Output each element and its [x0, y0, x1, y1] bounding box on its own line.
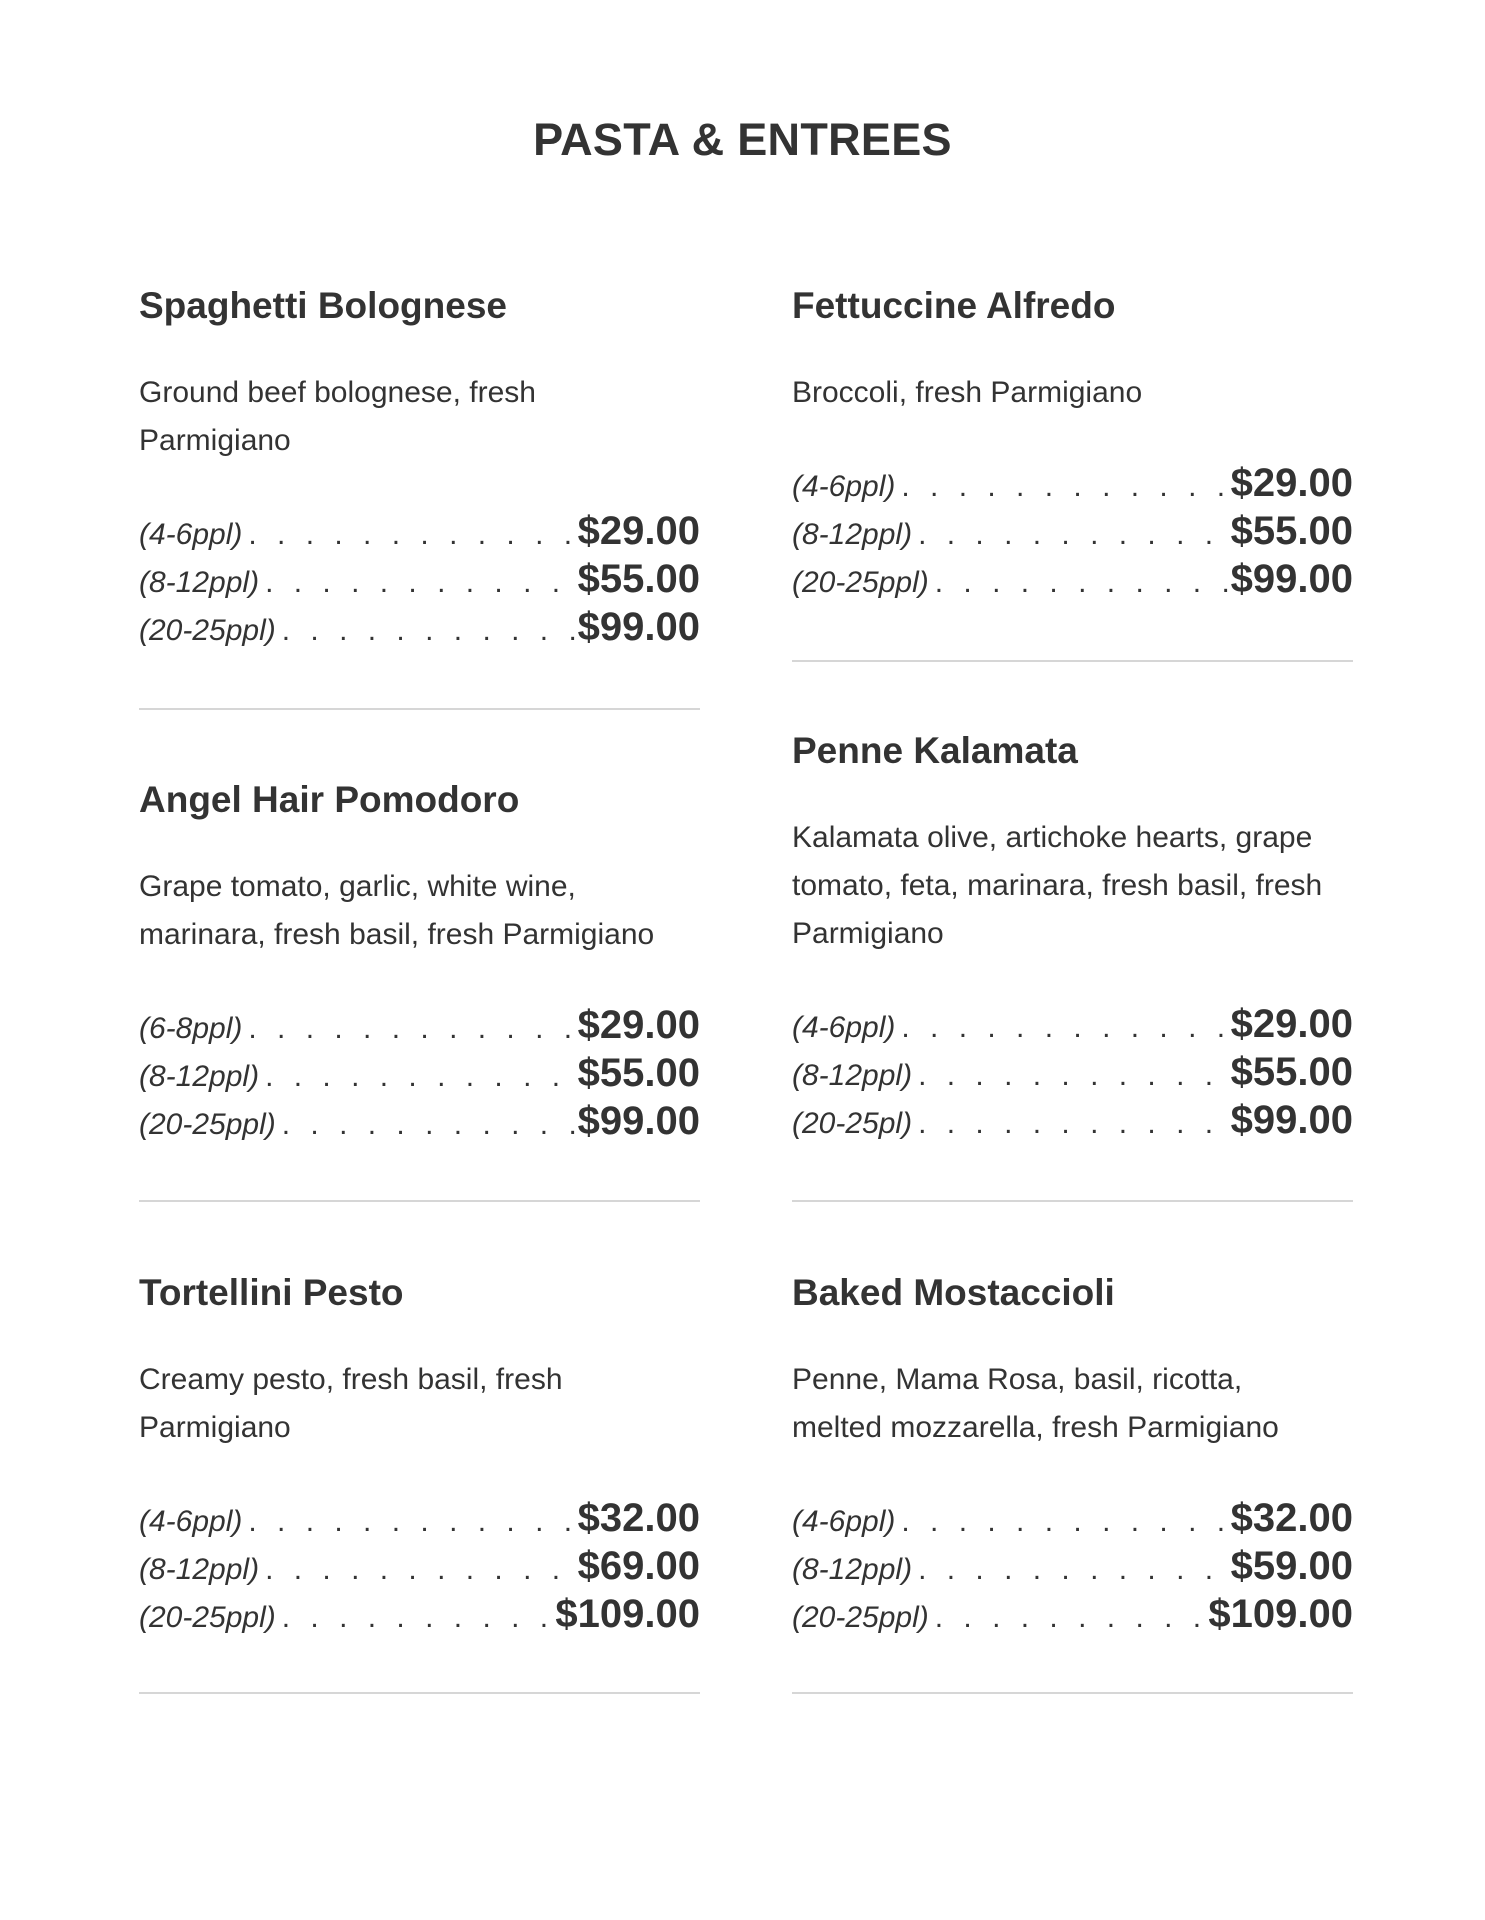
price: $99.00 [1230, 557, 1353, 601]
serving-size: (4-6ppl) [139, 518, 243, 551]
price-row [139, 1003, 700, 1051]
price-row [792, 1098, 1353, 1146]
divider [792, 660, 1353, 662]
serving-size: (20-25ppl) [139, 614, 276, 647]
price: $109.00 [1208, 1592, 1353, 1636]
divider [792, 1200, 1353, 1202]
menu-item-fettuccine-alfredo [792, 283, 1353, 605]
dot-leader [901, 470, 1228, 504]
serving-size: (8-12ppl) [792, 1059, 913, 1092]
divider [139, 1692, 700, 1694]
price-row [139, 1592, 700, 1640]
price-list [139, 1496, 700, 1640]
price: $55.00 [1230, 1050, 1353, 1094]
item-description: Kalamata olive, artichoke hearts, grape tomato, feta, marinara, fresh basil, fresh Parmigiano [792, 821, 1323, 950]
dot-leader [265, 1553, 576, 1587]
dot-leader [248, 1505, 575, 1539]
serving-size: (20-25ppl) [139, 1601, 276, 1634]
item-name: Baked Mostaccioli [792, 1272, 1115, 1313]
item-description: Grape tomato, garlic, white wine, marinara, fresh basil, fresh Parmigiano [139, 870, 655, 951]
price-row [139, 509, 700, 557]
price: $99.00 [1230, 1098, 1353, 1142]
price-list [792, 1002, 1353, 1146]
item-description: Penne, Mama Rosa, basil, ricotta, melted mozzarella, fresh Parmigiano [792, 1363, 1279, 1444]
serving-size: (4-6ppl) [792, 1505, 896, 1538]
dot-leader [918, 1059, 1229, 1093]
page-title: PASTA & ENTREES [533, 114, 952, 165]
serving-size: (8-12ppl) [139, 1060, 260, 1093]
price-list [792, 461, 1353, 605]
menu-item-spaghetti-bolognese [139, 283, 700, 653]
price-list [792, 1496, 1353, 1640]
dot-leader [282, 1108, 576, 1142]
dot-leader [265, 566, 576, 600]
price: $99.00 [577, 1099, 700, 1143]
price: $29.00 [577, 509, 700, 553]
divider [139, 708, 700, 710]
menu-item-baked-mostaccioli [792, 1270, 1353, 1640]
serving-size: (20-25ppl) [792, 1601, 929, 1634]
dot-leader [248, 518, 575, 552]
serving-size: (8-12ppl) [792, 1553, 913, 1586]
price-row [139, 557, 700, 605]
price-row [139, 1099, 700, 1147]
dot-leader [935, 566, 1229, 600]
price: $69.00 [577, 1544, 700, 1588]
item-description: Creamy pesto, fresh basil, fresh Parmigiano [139, 1363, 563, 1444]
price: $55.00 [577, 1051, 700, 1095]
price-row [792, 1002, 1353, 1050]
menu-item-penne-kalamata [792, 728, 1353, 1146]
item-name: Penne Kalamata [792, 730, 1078, 771]
price: $32.00 [1230, 1496, 1353, 1540]
dot-leader [901, 1011, 1228, 1045]
price: $55.00 [1230, 509, 1353, 553]
item-description: Broccoli, fresh Parmigiano [792, 376, 1143, 409]
item-description: Ground beef bolognese, fresh Parmigiano [139, 376, 536, 457]
price: $29.00 [577, 1003, 700, 1047]
dot-leader [282, 614, 576, 648]
price-row [792, 1050, 1353, 1098]
serving-size: (4-6ppl) [139, 1505, 243, 1538]
divider [139, 1200, 700, 1202]
dot-leader [282, 1601, 554, 1635]
price-row [792, 509, 1353, 557]
serving-size: (4-6ppl) [792, 470, 896, 503]
item-name: Fettuccine Alfredo [792, 285, 1116, 326]
dot-leader [935, 1601, 1207, 1635]
item-name: Spaghetti Bolognese [139, 285, 507, 326]
serving-size: (8-12ppl) [139, 1553, 260, 1586]
dot-leader [918, 1553, 1229, 1587]
price: $55.00 [577, 557, 700, 601]
serving-size: (20-25ppl) [792, 566, 929, 599]
price: $99.00 [577, 605, 700, 649]
price-row [139, 605, 700, 653]
dot-leader [265, 1060, 576, 1094]
menu-item-angel-hair-pomodoro [139, 777, 700, 1147]
serving-size: (6-8ppl) [139, 1012, 243, 1045]
price: $59.00 [1230, 1544, 1353, 1588]
price: $29.00 [1230, 1002, 1353, 1046]
price-row [792, 1592, 1353, 1640]
price-row [139, 1496, 700, 1544]
item-name: Angel Hair Pomodoro [139, 779, 520, 820]
dot-leader [918, 518, 1229, 552]
divider [792, 1692, 1353, 1694]
serving-size: (8-12ppl) [792, 518, 913, 551]
item-name: Tortellini Pesto [139, 1272, 404, 1313]
price-row [139, 1051, 700, 1099]
price: $32.00 [577, 1496, 700, 1540]
dot-leader [901, 1505, 1228, 1539]
price: $109.00 [555, 1592, 700, 1636]
price-row [792, 1544, 1353, 1592]
serving-size: (4-6ppl) [792, 1011, 896, 1044]
serving-size: (8-12ppl) [139, 566, 260, 599]
price-list [139, 509, 700, 653]
menu-item-tortellini-pesto [139, 1270, 700, 1640]
price-row [792, 557, 1353, 605]
dot-leader [248, 1012, 575, 1046]
price-row [792, 461, 1353, 509]
price-row [792, 1496, 1353, 1544]
price-list [139, 1003, 700, 1147]
price-row [139, 1544, 700, 1592]
price: $29.00 [1230, 461, 1353, 505]
dot-leader [918, 1107, 1229, 1141]
serving-size: (20-25ppl) [139, 1108, 276, 1141]
serving-size: (20-25pl) [792, 1107, 913, 1140]
